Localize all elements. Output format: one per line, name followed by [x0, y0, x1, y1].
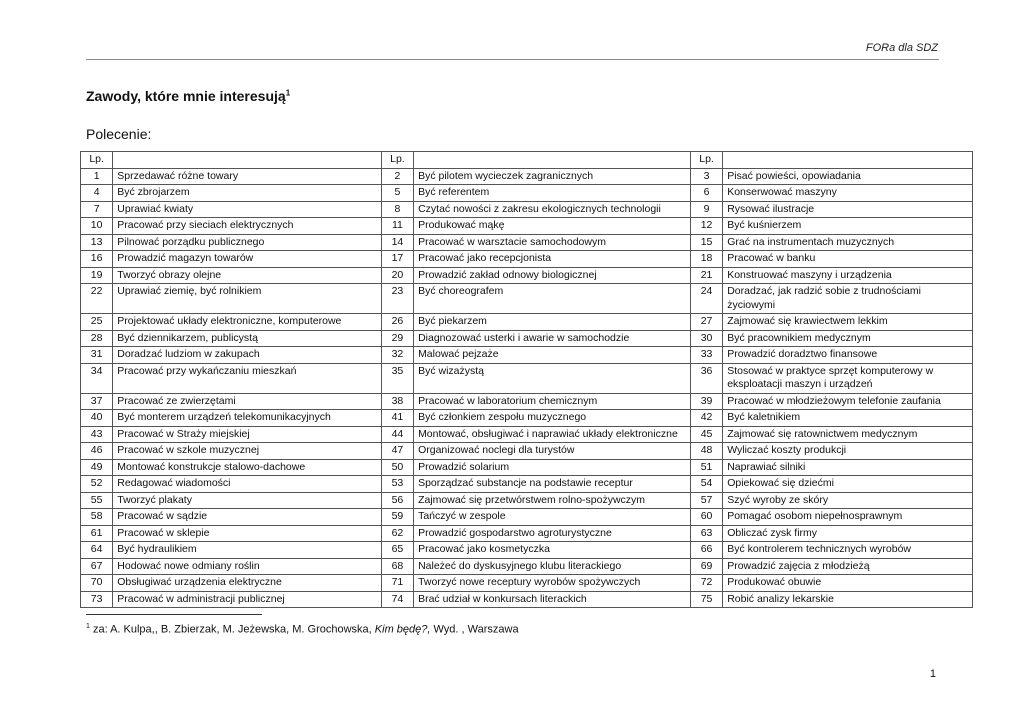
instruction-label: Polecenie: — [86, 126, 152, 142]
item-number: 61 — [81, 525, 113, 542]
item-number: 36 — [690, 363, 722, 393]
item-number: 26 — [381, 314, 413, 331]
table-row — [81, 542, 973, 559]
profession-text: Szyć wyroby ze skóry — [723, 492, 973, 509]
profession-text: Tańczyć w zespole — [414, 509, 691, 526]
item-number: 58 — [81, 509, 113, 526]
item-number: 5 — [381, 185, 413, 202]
table-row — [81, 185, 973, 202]
profession-text: Doradzać ludziom w zakupach — [113, 347, 382, 364]
professions-table — [80, 151, 973, 608]
profession-text: Diagnozować usterki i awarie w samochodzie — [414, 330, 691, 347]
profession-text: Organizować noclegi dla turystów — [414, 443, 691, 460]
profession-text: Prowadzić gospodarstwo agroturystyczne — [414, 525, 691, 542]
profession-text: Projektować układy elektroniczne, komputerowe — [113, 314, 382, 331]
table-row — [81, 410, 973, 427]
profession-text: Być wizażystą — [414, 363, 691, 393]
item-number: 20 — [381, 267, 413, 284]
table-body — [81, 168, 973, 608]
item-number: 21 — [690, 267, 722, 284]
profession-text: Pomagać osobom niepełnosprawnym — [723, 509, 973, 526]
item-number: 11 — [381, 218, 413, 235]
item-number: 4 — [81, 185, 113, 202]
table-row — [81, 492, 973, 509]
table-row — [81, 330, 973, 347]
item-number: 73 — [81, 591, 113, 608]
profession-text: Sprzedawać różne towary — [113, 168, 382, 185]
table-row — [81, 426, 973, 443]
item-number: 8 — [381, 201, 413, 218]
profession-text: Wyliczać koszty produkcji — [723, 443, 973, 460]
profession-text: Montować konstrukcje stalowo-dachowe — [113, 459, 382, 476]
table-row — [81, 591, 973, 608]
item-number: 25 — [81, 314, 113, 331]
item-number: 30 — [690, 330, 722, 347]
profession-text: Pracować w Straży miejskiej — [113, 426, 382, 443]
profession-text: Konstruować maszyny i urządzenia — [723, 267, 973, 284]
item-number: 16 — [81, 251, 113, 268]
profession-text: Być pilotem wycieczek zagranicznych — [414, 168, 691, 185]
table-row — [81, 393, 973, 410]
item-number: 64 — [81, 542, 113, 559]
item-number: 15 — [690, 234, 722, 251]
profession-text: Prowadzić solarium — [414, 459, 691, 476]
header-lp-3: Lp. — [690, 152, 722, 169]
item-number: 50 — [381, 459, 413, 476]
item-number: 38 — [381, 393, 413, 410]
item-number: 45 — [690, 426, 722, 443]
table-row — [81, 284, 973, 314]
profession-text: Uprawiać kwiaty — [113, 201, 382, 218]
item-number: 22 — [81, 284, 113, 314]
item-number: 35 — [381, 363, 413, 393]
table-row — [81, 168, 973, 185]
profession-text: Pracować w młodzieżowym telefonie zaufania — [723, 393, 973, 410]
item-number: 24 — [690, 284, 722, 314]
profession-text: Czytać nowości z zakresu ekologicznych technologii — [414, 201, 691, 218]
profession-text: Pracować w warsztacie samochodowym — [414, 234, 691, 251]
item-number: 69 — [690, 558, 722, 575]
profession-text: Redagować wiadomości — [113, 476, 382, 493]
table-row — [81, 558, 973, 575]
profession-text: Uprawiać ziemię, być rolnikiem — [113, 284, 382, 314]
item-number: 31 — [81, 347, 113, 364]
profession-text: Być dziennikarzem, publicystą — [113, 330, 382, 347]
table-header-row — [81, 152, 973, 169]
profession-text: Prowadzić magazyn towarów — [113, 251, 382, 268]
item-number: 43 — [81, 426, 113, 443]
item-number: 44 — [381, 426, 413, 443]
profession-text: Pracować jako kosmetyczka — [414, 542, 691, 559]
table-row — [81, 363, 973, 393]
document-title-text: Zawody, które mnie interesują — [86, 88, 286, 104]
profession-text: Być piekarzem — [414, 314, 691, 331]
item-number: 40 — [81, 410, 113, 427]
item-number: 53 — [381, 476, 413, 493]
footnote-suffix: Wyd. , Warszawa — [430, 623, 519, 636]
profession-text: Opiekować się dziećmi — [723, 476, 973, 493]
item-number: 42 — [690, 410, 722, 427]
item-number: 57 — [690, 492, 722, 509]
item-number: 6 — [690, 185, 722, 202]
profession-text: Tworzyć obrazy olejne — [113, 267, 382, 284]
table-row — [81, 476, 973, 493]
table-row — [81, 234, 973, 251]
item-number: 71 — [381, 575, 413, 592]
profession-text: Pracować w sklepie — [113, 525, 382, 542]
item-number: 48 — [690, 443, 722, 460]
profession-text: Pilnować porządku publicznego — [113, 234, 382, 251]
header-blank-1 — [113, 152, 382, 169]
document-title — [86, 88, 290, 104]
profession-text: Brać udział w konkursach literackich — [414, 591, 691, 608]
profession-text: Rysować ilustracje — [723, 201, 973, 218]
item-number: 12 — [690, 218, 722, 235]
item-number: 74 — [381, 591, 413, 608]
item-number: 60 — [690, 509, 722, 526]
profession-text: Grać na instrumentach muzycznych — [723, 234, 973, 251]
profession-text: Być zbrojarzem — [113, 185, 382, 202]
item-number: 62 — [381, 525, 413, 542]
profession-text: Pisać powieści, opowiadania — [723, 168, 973, 185]
profession-text: Zajmować się przetwórstwem rolno-spożywczym — [414, 492, 691, 509]
profession-text: Pracować w administracji publicznej — [113, 591, 382, 608]
item-number: 13 — [81, 234, 113, 251]
profession-text: Pracować ze zwierzętami — [113, 393, 382, 410]
table-row — [81, 575, 973, 592]
table-row — [81, 314, 973, 331]
item-number: 49 — [81, 459, 113, 476]
profession-text: Produkować mąkę — [414, 218, 691, 235]
profession-text: Obliczać zysk firmy — [723, 525, 973, 542]
profession-text: Pracować jako recepcjonista — [414, 251, 691, 268]
footnote-mark: 1 — [86, 623, 90, 630]
profession-text: Być monterem urządzeń telekomunikacyjnych — [113, 410, 382, 427]
item-number: 63 — [690, 525, 722, 542]
table-row — [81, 443, 973, 460]
profession-text: Być referentem — [414, 185, 691, 202]
item-number: 39 — [690, 393, 722, 410]
profession-text: Konserwować maszyny — [723, 185, 973, 202]
table-row — [81, 459, 973, 476]
profession-text: Pracować w szkole muzycznej — [113, 443, 382, 460]
item-number: 1 — [81, 168, 113, 185]
item-number: 55 — [81, 492, 113, 509]
table-header — [81, 152, 973, 169]
item-number: 33 — [690, 347, 722, 364]
profession-text: Obsługiwać urządzenia elektryczne — [113, 575, 382, 592]
footnote-prefix: za: A. Kulpa,, B. Zbierzak, M. Jeżewska, M. Grochowska, — [89, 623, 375, 636]
profession-text: Montować, obsługiwać i naprawiać układy elektroniczne — [414, 426, 691, 443]
profession-text: Zajmować się krawiectwem lekkim — [723, 314, 973, 331]
item-number: 65 — [381, 542, 413, 559]
header-lp-1: Lp. — [81, 152, 113, 169]
item-number: 52 — [81, 476, 113, 493]
profession-text: Pracować w sądzie — [113, 509, 382, 526]
table-row — [81, 347, 973, 364]
profession-text: Stosować w praktyce sprzęt komputerowy w eksploatacji maszyn i urządzeń — [723, 363, 973, 393]
profession-text: Hodować nowe odmiany roślin — [113, 558, 382, 575]
item-number: 59 — [381, 509, 413, 526]
item-number: 28 — [81, 330, 113, 347]
item-number: 27 — [690, 314, 722, 331]
header-lp-2: Lp. — [381, 152, 413, 169]
profession-text: Tworzyć plakaty — [113, 492, 382, 509]
table-row — [81, 251, 973, 268]
profession-text: Pracować przy sieciach elektrycznych — [113, 218, 382, 235]
item-number: 32 — [381, 347, 413, 364]
table-row — [81, 509, 973, 526]
title-footnote-mark: 1 — [285, 88, 291, 98]
item-number: 19 — [81, 267, 113, 284]
item-number: 68 — [381, 558, 413, 575]
profession-text: Być kaletnikiem — [723, 410, 973, 427]
header-blank-3 — [723, 152, 973, 169]
profession-text: Malować pejzaże — [414, 347, 691, 364]
item-number: 46 — [81, 443, 113, 460]
item-number: 23 — [381, 284, 413, 314]
profession-text: Sporządzać substancje na podstawie receptur — [414, 476, 691, 493]
item-number: 34 — [81, 363, 113, 393]
item-number: 14 — [381, 234, 413, 251]
profession-text: Naprawiać silniki — [723, 459, 973, 476]
item-number: 41 — [381, 410, 413, 427]
profession-text: Należeć do dyskusyjnego klubu literackiego — [414, 558, 691, 575]
item-number: 29 — [381, 330, 413, 347]
header-divider — [86, 59, 939, 60]
table-row — [81, 267, 973, 284]
item-number: 37 — [81, 393, 113, 410]
item-number: 54 — [690, 476, 722, 493]
header-blank-2 — [414, 152, 691, 169]
profession-text: Tworzyć nowe receptury wyrobów spożywczych — [414, 575, 691, 592]
item-number: 47 — [381, 443, 413, 460]
item-number: 9 — [690, 201, 722, 218]
item-number: 2 — [381, 168, 413, 185]
footnote-divider — [86, 614, 262, 615]
profession-text: Pracować w laboratorium chemicznym — [414, 393, 691, 410]
header-text: FORa dla SDZ — [865, 42, 938, 54]
item-number: 70 — [81, 575, 113, 592]
profession-text: Robić analizy lekarskie — [723, 591, 973, 608]
footnote — [86, 623, 519, 636]
profession-text: Zajmować się ratownictwem medycznym — [723, 426, 973, 443]
table-row — [81, 525, 973, 542]
item-number: 72 — [690, 575, 722, 592]
footnote-book-title: Kim będę?, — [374, 623, 431, 636]
profession-text: Być członkiem zespołu muzycznego — [414, 410, 691, 427]
profession-text: Być choreografem — [414, 284, 691, 314]
table-row — [81, 201, 973, 218]
item-number: 10 — [81, 218, 113, 235]
item-number: 3 — [690, 168, 722, 185]
profession-text: Być kontrolerem technicznych wyrobów — [723, 542, 973, 559]
table-row — [81, 218, 973, 235]
item-number: 56 — [381, 492, 413, 509]
profession-text: Pracować przy wykańczaniu mieszkań — [113, 363, 382, 393]
item-number: 67 — [81, 558, 113, 575]
item-number: 18 — [690, 251, 722, 268]
item-number: 75 — [690, 591, 722, 608]
profession-text: Pracować w banku — [723, 251, 973, 268]
item-number: 66 — [690, 542, 722, 559]
profession-text: Prowadzić zakład odnowy biologicznej — [414, 267, 691, 284]
profession-text: Doradzać, jak radzić sobie z trudnościami życiowymi — [723, 284, 973, 314]
item-number: 51 — [690, 459, 722, 476]
profession-text: Prowadzić zajęcia z młodzieżą — [723, 558, 973, 575]
page-number: 1 — [929, 668, 936, 680]
profession-text: Produkować obuwie — [723, 575, 973, 592]
profession-text: Być pracownikiem medycznym — [723, 330, 973, 347]
profession-text: Być kuśnierzem — [723, 218, 973, 235]
item-number: 17 — [381, 251, 413, 268]
profession-text: Prowadzić doradztwo finansowe — [723, 347, 973, 364]
item-number: 7 — [81, 201, 113, 218]
profession-text: Być hydraulikiem — [113, 542, 382, 559]
